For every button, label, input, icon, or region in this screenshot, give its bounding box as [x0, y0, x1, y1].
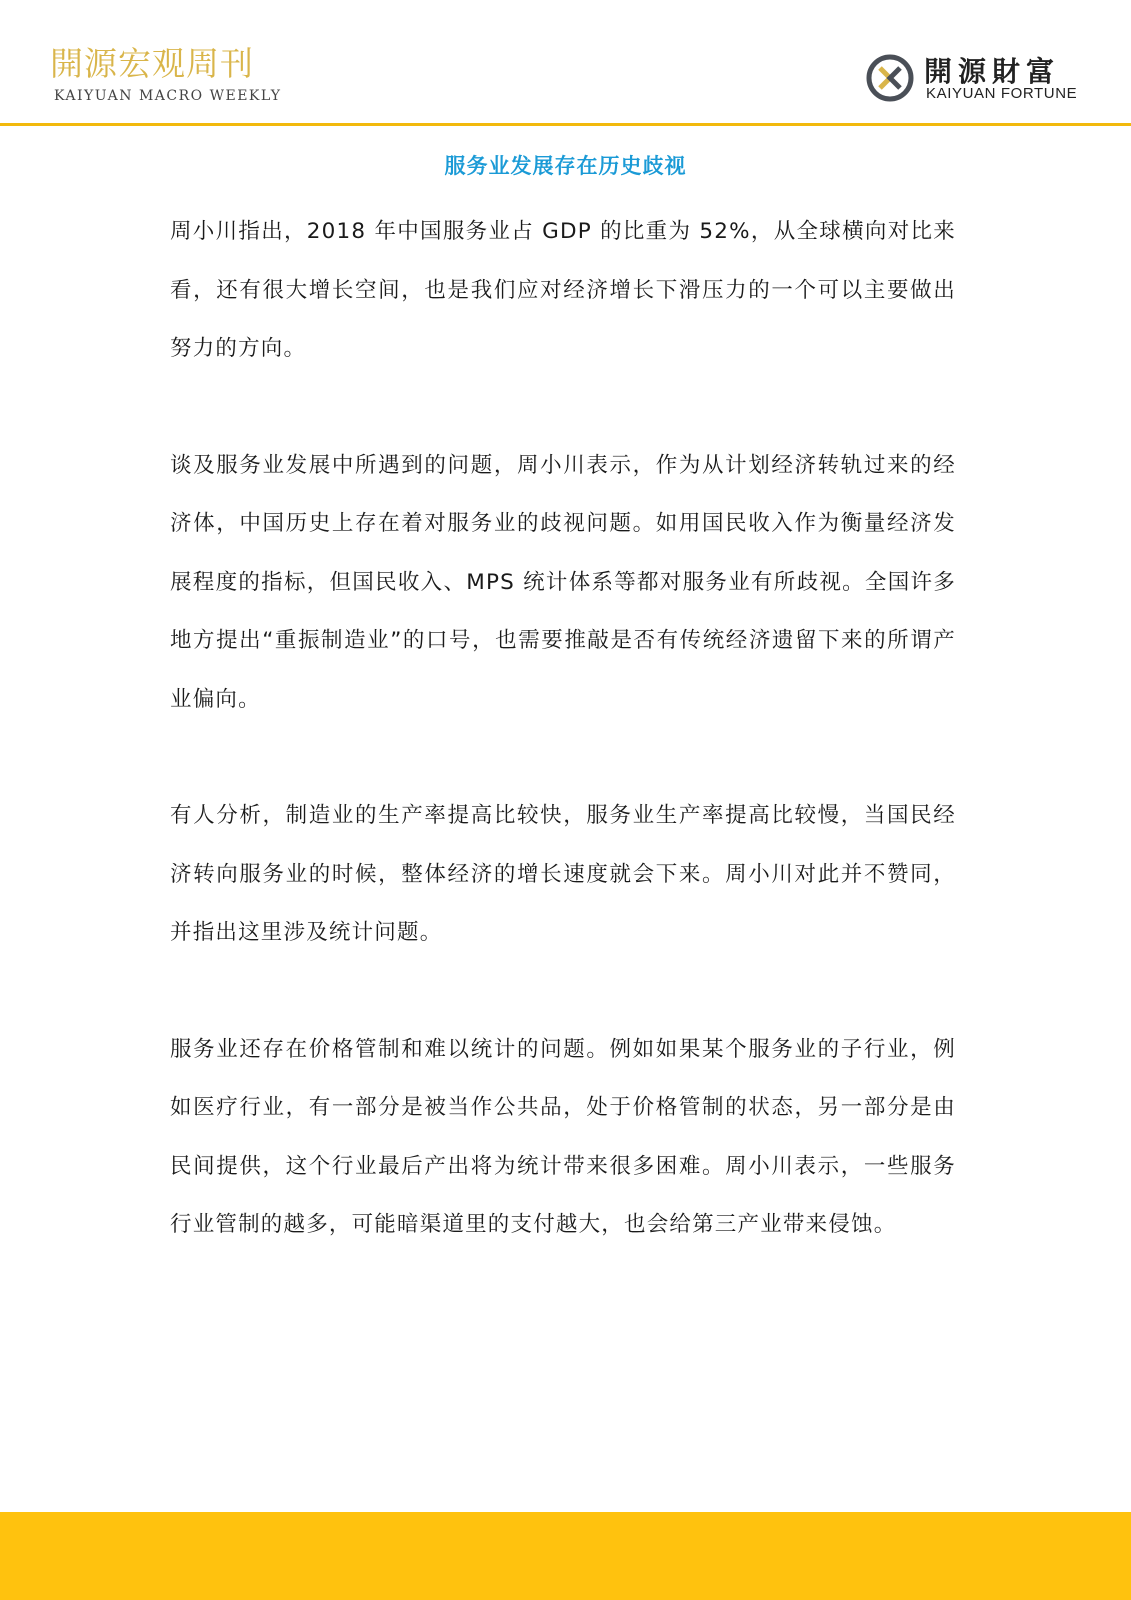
footer-bar	[0, 1512, 1131, 1600]
paragraph: 周小川指出，2018 年中国服务业占 GDP 的比重为 52%，从全球横向对比来看，还有很大增长空间，也是我们应对经济增长下滑压力的一个可以主要做出努力的方向。	[170, 219, 956, 361]
article-body	[170, 203, 956, 1313]
kaiyuan-logo-icon	[866, 54, 914, 102]
header-divider	[0, 123, 1131, 126]
logo-text-cn: 開源財富	[924, 55, 1061, 88]
company-logo	[866, 50, 1106, 106]
paragraph: 有人分析，制造业的生产率提高比较快，服务业生产率提高比较慢，当国民经济转向服务业的时候，整体经济的增长速度就会下来。周小川对此并不赞同，并指出这里涉及统计问题。	[170, 803, 956, 945]
logo-text-en: KAIYUAN FORTUNE	[926, 85, 1078, 102]
paragraph: 服务业还存在价格管制和难以统计的问题。例如如果某个服务业的子行业，例如医疗行业，有一部分是被当作公共品，处于价格管制的状态，另一部分是由民间提供，这个行业最后产出将为统计带来很多困难。周小川表示，一些服务行业管制的越多，可能暗渠道里的支付越大，也会给第三产业带来侵蚀。	[170, 1036, 956, 1237]
page-header	[0, 0, 1131, 126]
paragraph: 谈及服务业发展中所遇到的问题，周小川表示，作为从计划经济转轨过来的经济体，中国历史上存在着对服务业的歧视问题。如用国民收入作为衡量经济发展程度的指标，但国民收入、MPS 统计体系等都对服务业有所歧视。全国许多地方提出“重振制造业”的口号，也需要推敲是否有传统经济遗留下来的所谓产业偏向。	[170, 452, 956, 712]
section-title: 服务业发展存在历史歧视	[444, 154, 687, 178]
publication-title: 開源宏观周刊	[50, 44, 254, 83]
publication-subtitle: KAIYUAN MACRO WEEKLY	[54, 88, 282, 104]
